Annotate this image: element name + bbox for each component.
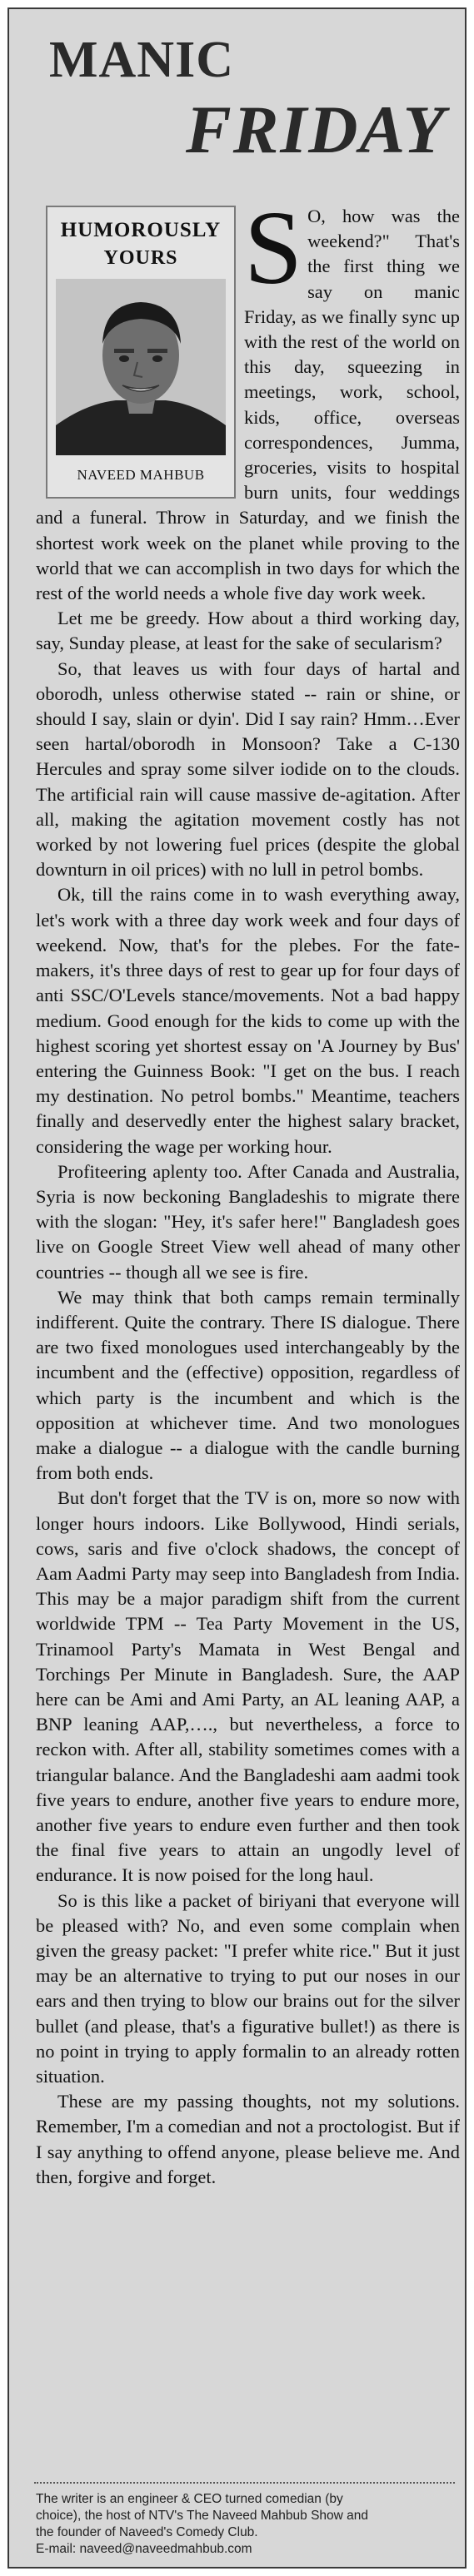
author-note-line3: the founder of Naveed's Comedy Club. — [36, 2525, 258, 2539]
author-note-line2: choice), the host of NTV's The Naveed Mahbub Show and — [36, 2509, 369, 2523]
author-email: E-mail: naveed@naveedmahbub.com — [36, 2542, 252, 2556]
footer-divider — [34, 2482, 455, 2484]
article-paragraph-6: We may think that both camps remain terminally indifferent. Quite the contrary. There IS dialogue. There are two fixed monologues used interchangeably by the incumbent and the (effective) opposition, regardless of which party is the incumbent and which is the opposition at whichever time. And two monologues make a dialogue -- a dialogue with the candle burning from both ends. — [36, 1286, 460, 1484]
article-paragraph-4: Ok, till the rains come in to wash everything away, let's work with a three day work week and four days of weekend. Now, that's for the plebes. For the fate-makers, it's three days of rest to gear up for four days of anti SSC/O'Levels stance/movements. Not a bad happy medium. Good enough for the kids to come up with the highest scoring yet shortest essay on 'A Journey by Bus' entering the Guinness Book: "I get on the bus. I reach my destination. No petrol bombs." Meantime, teachers finally and deservedly enter the highest salary bracket, considering the wage per working hour. — [36, 884, 460, 1157]
author-note-line1: The writer is an engineer & CEO turned comedian (by — [36, 2492, 343, 2506]
article-paragraph-3: So, that leaves us with four days of hartal and oborodh, unless otherwise stated -- rain or shine, or should I say, slain or dyin'. Did I say rain? Hmm…Ever seen hartal/oborodh in Monsoon? Take a C-130 Hercules and spray some silver iodide on to the clouds. The artificial rain will cause massive de-agitation. After all, making the agitation movement costly has not worked by not lowering fuel prices (despite the global downturn in oil prices) with no lull in petrol bombs. — [36, 658, 460, 881]
article-paragraph-9: These are my passing thoughts, not my solutions. Remember, I'm a comedian and not a proctologist. But if I say anything to offend anyone, please believe me. And then, forgive and forget. — [36, 2091, 460, 2187]
author-byline: NAVEED MAHBUB — [77, 467, 205, 483]
article-paragraph-2: Let me be greedy. How about a third working day, say, Sunday please, at least for the sake of secularism? — [36, 608, 460, 654]
article-paragraph-8: So is this like a packet of biriyani that everyone will be pleased with? No, and even some complain when given the greasy packet: "I prefer white rice." But it just may be an alternative to trying to put our noses in our ears and then trying to blow our brains out for the silver bullet (and please, that's a figurative bullet!) as there is no point in trying to apply formalin to an already rotten situation. — [36, 1889, 460, 2087]
column-box-heading1: HUMOROUSLY — [60, 219, 222, 241]
article-paragraph-7: But don't forget that the TV is on, more so now with longer hours indoors. Like Bollywood, Hindi serials, cows, saris and five o'clock shadows, the concept of Aam Aadmi Party may seep into Bangladesh from India. This may be a major paradigm shift from the current worldwide TPM -- Tea Party Movement in the US, Trinamool Party's Mamata in West Bengal and Torchings Per Minute in Bangladesh. Sure, the AAP here can be Ami and Ami Party, an AL leaning AAP, a BNP leaning AAP,…., but nevertheless, a force to reckon with. After all, stability sometimes comes with a triangular balance. And the Bangladeshi aam aadmi took five years to endure, another five years to endure more, another five years to endure even further and then took the final five years to attain an ungodly level of endurance. It is now poised for the long haul. — [36, 1487, 460, 1886]
article-paragraph-1-text: O, how was the weekend?" That's the first thing we say on manic Friday, as we finally sync up with the rest of the world on this day, squeezing in meetings, work, school, kids, office, overseas correspondences, Jumma, groceries, visits to hospital burn units, four weddings and a funeral. Throw in Saturday, and we finish the shortest work week on the planet while proving to the world that we can accomplish in two days for which the rest of the world needs a whole five day work week. — [36, 206, 460, 604]
article-frame — [7, 7, 467, 2569]
column-box-heading2: YOURS — [103, 247, 178, 269]
article-body — [36, 191, 460, 2190]
author-portrait-image — [56, 279, 226, 455]
masthead-title-line1: MANIC — [49, 32, 234, 88]
author-photo — [56, 279, 226, 455]
column-box — [46, 206, 236, 499]
author-note — [36, 2491, 457, 2558]
masthead-title-line2: FRIDAY — [186, 92, 447, 167]
article-paragraph-5: Profiteering aplenty too. After Canada and Australia, Syria is now beckoning Bangladeshis to migrate there with the slogan: "Hey, it's safer here!" Bangladesh goes live on Google Street View well ahead of many other countries -- though all we see is fire. — [36, 1160, 460, 1283]
drop-cap: S — [244, 191, 303, 306]
